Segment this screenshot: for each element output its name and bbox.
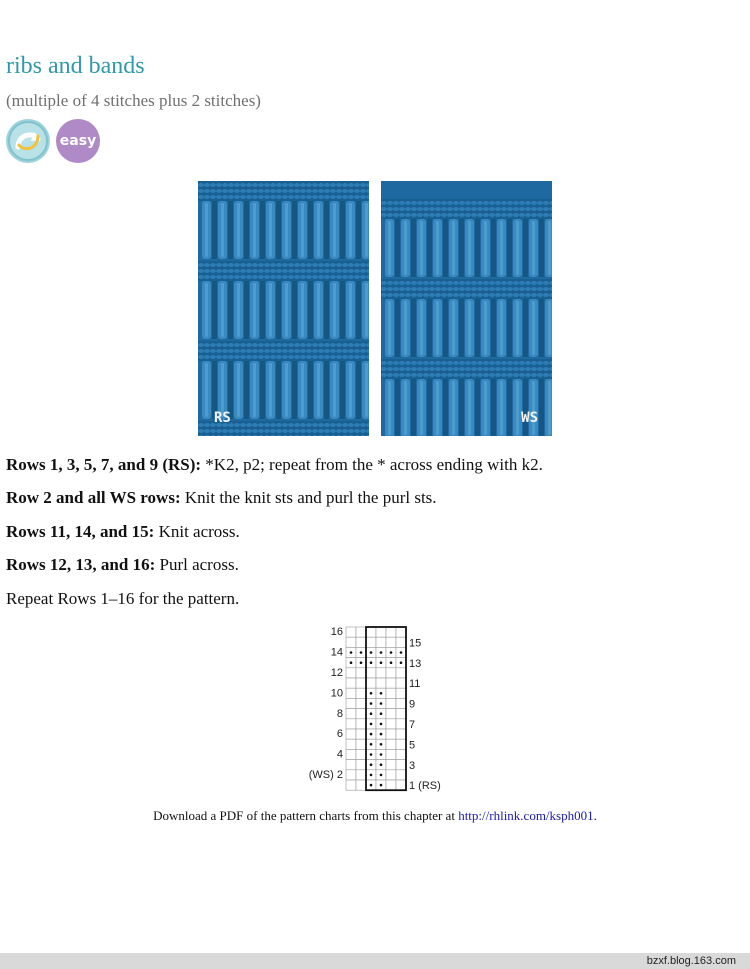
chart-cell <box>356 678 366 688</box>
chart-cell <box>346 770 356 780</box>
swatch-photo-rs <box>198 181 369 436</box>
footer-watermark: bzxf.blog.163.com <box>646 955 736 967</box>
chart-row-label-left: 14 <box>330 646 343 659</box>
chart-cell <box>366 678 376 688</box>
chart-cell <box>356 729 366 739</box>
chart-row-label-left: 6 <box>336 728 343 741</box>
chart-cell <box>386 627 396 637</box>
instruction-row-1: Rows 1, 3, 5, 7, and 9 (RS): *K2, p2; repeat from the * across ending with k2. <box>6 455 543 474</box>
chart-cell <box>356 760 366 770</box>
chart-cell <box>386 729 396 739</box>
chart-cell <box>386 698 396 708</box>
chart-row-label-left: 12 <box>330 666 343 679</box>
chart-cell <box>376 678 386 688</box>
purl-dot <box>380 753 383 756</box>
purl-dot <box>370 712 373 715</box>
chart-cell <box>386 668 396 678</box>
chart-row-label-right: 7 <box>409 718 416 731</box>
easy-badge: easy <box>56 119 100 163</box>
chart-row-label-right: 3 <box>409 759 416 772</box>
chart-cell <box>346 678 356 688</box>
purl-dot <box>380 723 383 726</box>
purl-dot <box>350 661 353 664</box>
chart-cell <box>356 719 366 729</box>
chart-cell <box>356 749 366 759</box>
chart-cell <box>396 780 406 790</box>
download-caption: Download a PDF of the pattern charts from this chapter at http://rhlink.com/ksph001. <box>153 808 597 823</box>
chart-cell <box>346 637 356 647</box>
footer-bar <box>0 953 750 969</box>
chart-cell <box>346 668 356 678</box>
chart-cell <box>346 709 356 719</box>
chart-cell <box>396 719 406 729</box>
chart-cell <box>386 719 396 729</box>
chart-row-label-right: 13 <box>409 657 422 670</box>
chart-row-label-right: 1 (RS) <box>409 780 441 793</box>
chart-row-label-left: 4 <box>336 748 343 761</box>
chart-cell <box>356 688 366 698</box>
purl-dot <box>370 651 373 654</box>
chart-cell <box>386 760 396 770</box>
chart-cell <box>396 749 406 759</box>
stitch-chart <box>300 624 450 796</box>
knit-texture-ws <box>381 181 552 436</box>
purl-dot <box>400 661 403 664</box>
chart-cell <box>356 770 366 780</box>
chart-cell <box>396 739 406 749</box>
purl-dot <box>370 692 373 695</box>
purl-dot <box>360 651 363 654</box>
purl-dot <box>390 651 393 654</box>
chart-row-label-left: 10 <box>330 687 343 700</box>
purl-dot <box>380 651 383 654</box>
purl-dot <box>370 763 373 766</box>
purl-dot <box>360 661 363 664</box>
reversible-arrow-icon <box>6 119 50 163</box>
chart-cell <box>396 668 406 678</box>
purl-dot <box>380 692 383 695</box>
page-subtitle: (multiple of 4 stitches plus 2 stitches) <box>6 91 261 110</box>
purl-dot <box>370 723 373 726</box>
purl-dot <box>370 733 373 736</box>
chart-row-label-right: 5 <box>409 739 416 752</box>
chart-row-label-right: 15 <box>409 637 422 650</box>
chart-cell <box>346 719 356 729</box>
swatch-photo-ws <box>381 181 552 436</box>
purl-dot <box>370 661 373 664</box>
instruction-row-2: Row 2 and all WS rows: Knit the knit sts and purl the purl sts. <box>6 488 437 507</box>
purl-dot <box>380 763 383 766</box>
chart-cell <box>356 627 366 637</box>
purl-dot <box>370 753 373 756</box>
instruction-row-4: Rows 12, 13, and 16: Purl across. <box>6 555 239 574</box>
badge-group <box>6 119 100 163</box>
chart-cell <box>396 627 406 637</box>
chart-cell <box>386 637 396 647</box>
chart-row-label-left: 16 <box>330 626 343 639</box>
chart-cell <box>396 637 406 647</box>
page-title: ribs and bands <box>6 53 145 79</box>
chart-cell <box>366 637 376 647</box>
purl-dot <box>380 743 383 746</box>
chart-cell <box>396 688 406 698</box>
purl-dot <box>380 661 383 664</box>
purl-dot <box>400 651 403 654</box>
purl-dot <box>370 743 373 746</box>
chart-cell <box>346 688 356 698</box>
chart-cell <box>396 760 406 770</box>
instruction-row-3: Rows 11, 14, and 15: Knit across. <box>6 522 240 541</box>
purl-dot <box>380 702 383 705</box>
purl-dot <box>380 774 383 777</box>
chart-row-label-left: (WS) 2 <box>308 768 343 781</box>
purl-dot <box>370 774 373 777</box>
chart-cell <box>346 739 356 749</box>
chart-cell <box>396 709 406 719</box>
chart-cell <box>376 637 386 647</box>
chart-cell <box>366 668 376 678</box>
chart-row-label-right: 11 <box>409 678 421 691</box>
knit-texture-rs <box>198 181 369 436</box>
purl-dot <box>380 733 383 736</box>
purl-dot <box>380 784 383 787</box>
swatch-label-rs: RS <box>214 410 231 426</box>
chart-cell <box>376 668 386 678</box>
chart-cell <box>386 709 396 719</box>
chart-cell <box>346 698 356 708</box>
swatch-label-ws: WS <box>521 410 538 426</box>
chart-cell <box>386 688 396 698</box>
chart-cell <box>346 749 356 759</box>
purl-dot <box>370 784 373 787</box>
chart-cell <box>346 627 356 637</box>
chart-cell <box>396 770 406 780</box>
chart-cell <box>396 698 406 708</box>
chart-cell <box>356 780 366 790</box>
pdf-download-link[interactable]: http://rhlink.com/ksph001 <box>458 808 594 823</box>
chart-cell <box>346 729 356 739</box>
chart-cell <box>396 678 406 688</box>
chart-cell <box>346 780 356 790</box>
chart-cell <box>366 627 376 637</box>
chart-cell <box>386 678 396 688</box>
chart-cell <box>386 739 396 749</box>
chart-cell <box>376 627 386 637</box>
purl-dot <box>350 651 353 654</box>
chart-row-label-left: 8 <box>336 707 343 720</box>
chart-cell <box>356 698 366 708</box>
purl-dot <box>380 712 383 715</box>
chart-cell <box>356 668 366 678</box>
chart-cell <box>356 739 366 749</box>
chart-cell <box>346 760 356 770</box>
chart-cell <box>386 770 396 780</box>
chart-cell <box>386 749 396 759</box>
chart-cell <box>356 709 366 719</box>
purl-dot <box>370 702 373 705</box>
instruction-repeat: Repeat Rows 1–16 for the pattern. <box>6 589 240 608</box>
purl-dot <box>390 661 393 664</box>
chart-row-label-right: 9 <box>409 698 416 711</box>
chart-cell <box>396 729 406 739</box>
chart-cell <box>386 780 396 790</box>
chart-cell <box>356 637 366 647</box>
